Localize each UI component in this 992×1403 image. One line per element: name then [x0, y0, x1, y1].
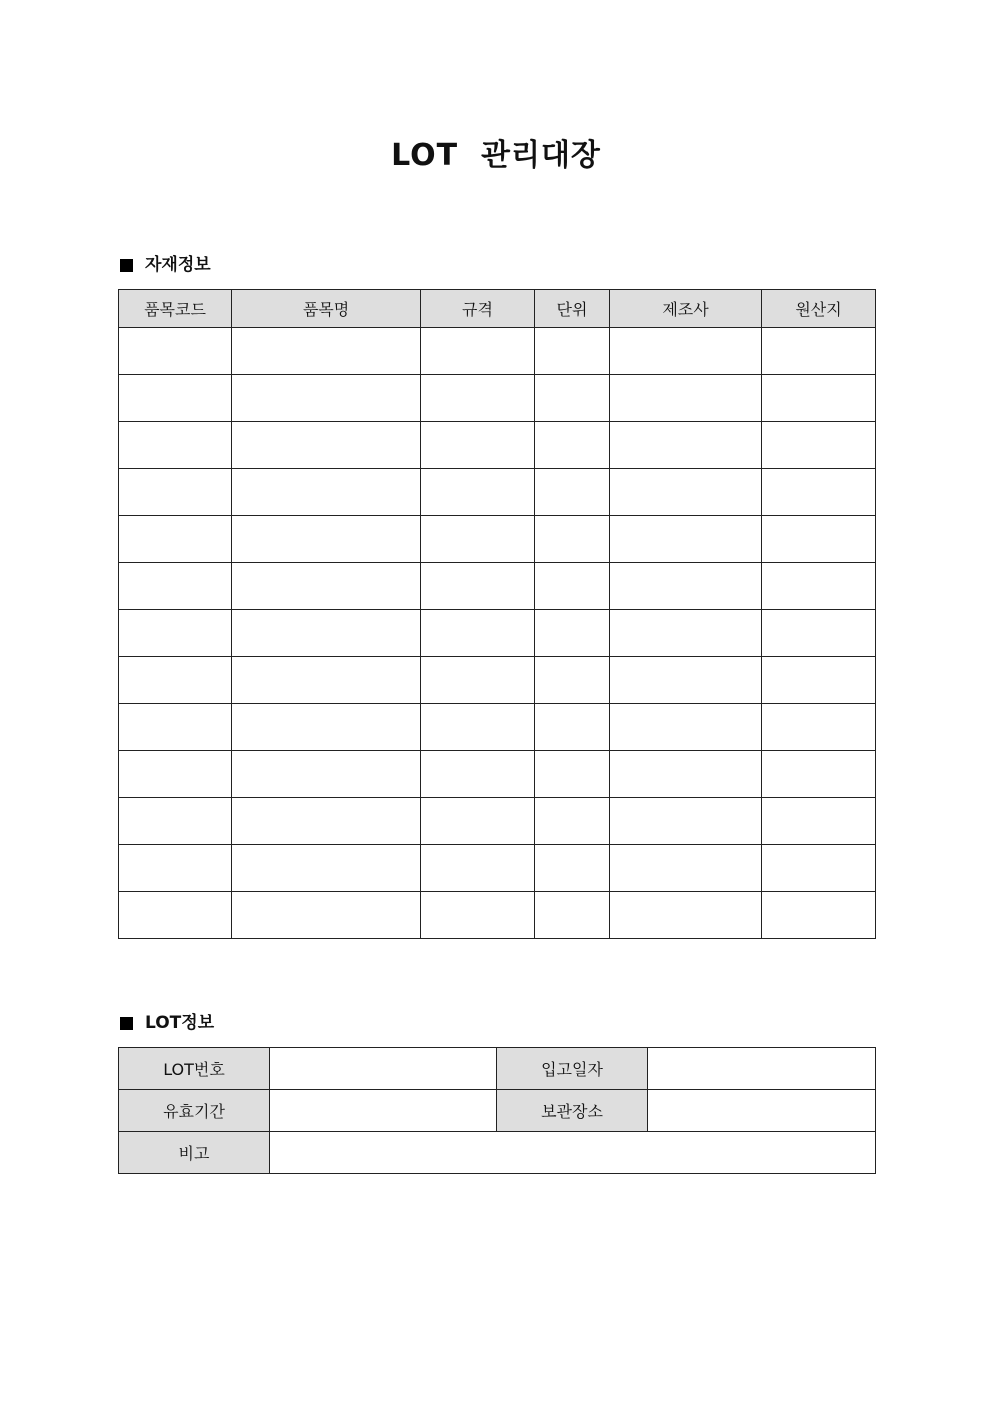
receipt-date-label: 입고일자 [497, 1048, 648, 1090]
cell-item-code[interactable] [119, 610, 232, 657]
table-row [119, 610, 876, 657]
cell-item-code[interactable] [119, 657, 232, 704]
cell-unit[interactable] [535, 610, 610, 657]
cell-item-code[interactable] [119, 375, 232, 422]
cell-unit[interactable] [535, 892, 610, 939]
cell-item-code[interactable] [119, 328, 232, 375]
cell-spec[interactable] [421, 422, 535, 469]
material-table [118, 289, 876, 939]
cell-origin[interactable] [762, 516, 876, 563]
cell-origin[interactable] [762, 845, 876, 892]
cell-manufacturer[interactable] [610, 375, 762, 422]
cell-origin[interactable] [762, 798, 876, 845]
cell-origin[interactable] [762, 469, 876, 516]
cell-unit[interactable] [535, 798, 610, 845]
cell-unit[interactable] [535, 328, 610, 375]
cell-unit[interactable] [535, 657, 610, 704]
cell-manufacturer[interactable] [610, 422, 762, 469]
column-header-item-name: 품목명 [232, 290, 421, 328]
table-row [119, 704, 876, 751]
cell-origin[interactable] [762, 892, 876, 939]
cell-origin[interactable] [762, 704, 876, 751]
remarks-field[interactable] [270, 1132, 876, 1174]
table-row [119, 516, 876, 563]
cell-spec[interactable] [421, 704, 535, 751]
cell-unit[interactable] [535, 563, 610, 610]
table-row [119, 751, 876, 798]
square-bullet-icon [120, 1017, 133, 1030]
lot-section-heading [120, 1012, 214, 1034]
expiry-label: 유효기간 [119, 1090, 270, 1132]
cell-item-name[interactable] [232, 328, 421, 375]
cell-manufacturer[interactable] [610, 845, 762, 892]
table-row [119, 328, 876, 375]
cell-item-name[interactable] [232, 610, 421, 657]
lot-section-title: LOT정보 [145, 1013, 215, 1033]
table-row [119, 563, 876, 610]
lot-number-field[interactable] [270, 1048, 497, 1090]
cell-manufacturer[interactable] [610, 328, 762, 375]
cell-spec[interactable] [421, 892, 535, 939]
table-row [119, 657, 876, 704]
cell-item-name[interactable] [232, 422, 421, 469]
lot-table [118, 1047, 876, 1174]
table-row [119, 798, 876, 845]
cell-unit[interactable] [535, 469, 610, 516]
cell-origin[interactable] [762, 328, 876, 375]
table-row [119, 375, 876, 422]
material-table-header-row [119, 290, 876, 328]
cell-spec[interactable] [421, 610, 535, 657]
cell-manufacturer[interactable] [610, 798, 762, 845]
cell-item-code[interactable] [119, 845, 232, 892]
cell-item-name[interactable] [232, 845, 421, 892]
cell-spec[interactable] [421, 375, 535, 422]
cell-manufacturer[interactable] [610, 892, 762, 939]
cell-manufacturer[interactable] [610, 469, 762, 516]
cell-unit[interactable] [535, 516, 610, 563]
cell-origin[interactable] [762, 563, 876, 610]
lot-table-row [119, 1090, 876, 1132]
cell-item-code[interactable] [119, 892, 232, 939]
cell-origin[interactable] [762, 657, 876, 704]
cell-unit[interactable] [535, 375, 610, 422]
page-title: LOT 관리대장 [391, 138, 601, 173]
cell-manufacturer[interactable] [610, 751, 762, 798]
cell-spec[interactable] [421, 469, 535, 516]
cell-item-name[interactable] [232, 516, 421, 563]
cell-origin[interactable] [762, 610, 876, 657]
cell-item-name[interactable] [232, 704, 421, 751]
cell-origin[interactable] [762, 422, 876, 469]
cell-item-name[interactable] [232, 375, 421, 422]
cell-item-name[interactable] [232, 657, 421, 704]
expiry-field[interactable] [270, 1090, 497, 1132]
lot-number-label: LOT번호 [119, 1048, 270, 1090]
cell-spec[interactable] [421, 516, 535, 563]
material-section-heading [120, 254, 211, 276]
column-header-unit: 단위 [535, 290, 610, 328]
cell-manufacturer[interactable] [610, 704, 762, 751]
cell-spec[interactable] [421, 657, 535, 704]
cell-item-code[interactable] [119, 516, 232, 563]
lot-table-row [119, 1132, 876, 1174]
cell-item-code[interactable] [119, 798, 232, 845]
column-header-manufacturer: 제조사 [610, 290, 762, 328]
cell-item-code[interactable] [119, 751, 232, 798]
column-header-item-code: 품목코드 [119, 290, 232, 328]
cell-spec[interactable] [421, 845, 535, 892]
cell-item-code[interactable] [119, 563, 232, 610]
cell-item-name[interactable] [232, 563, 421, 610]
cell-item-name[interactable] [232, 798, 421, 845]
material-section-title: 자재정보 [145, 255, 211, 275]
lot-table-row [119, 1048, 876, 1090]
cell-item-name[interactable] [232, 469, 421, 516]
cell-manufacturer[interactable] [610, 563, 762, 610]
cell-item-code[interactable] [119, 704, 232, 751]
table-row [119, 422, 876, 469]
cell-origin[interactable] [762, 751, 876, 798]
column-header-spec: 규격 [421, 290, 535, 328]
cell-spec[interactable] [421, 751, 535, 798]
table-row [119, 469, 876, 516]
cell-manufacturer[interactable] [610, 610, 762, 657]
table-row [119, 845, 876, 892]
cell-origin[interactable] [762, 375, 876, 422]
cell-spec[interactable] [421, 798, 535, 845]
receipt-date-field[interactable] [648, 1048, 876, 1090]
cell-manufacturer[interactable] [610, 657, 762, 704]
cell-item-name[interactable] [232, 751, 421, 798]
cell-spec[interactable] [421, 563, 535, 610]
cell-spec[interactable] [421, 328, 535, 375]
cell-unit[interactable] [535, 422, 610, 469]
cell-item-name[interactable] [232, 892, 421, 939]
cell-unit[interactable] [535, 704, 610, 751]
material-table-body [119, 328, 876, 939]
cell-item-code[interactable] [119, 469, 232, 516]
cell-manufacturer[interactable] [610, 516, 762, 563]
cell-unit[interactable] [535, 751, 610, 798]
storage-field[interactable] [648, 1090, 876, 1132]
table-row [119, 892, 876, 939]
cell-item-code[interactable] [119, 422, 232, 469]
cell-unit[interactable] [535, 845, 610, 892]
storage-label: 보관장소 [497, 1090, 648, 1132]
square-bullet-icon [120, 259, 133, 272]
column-header-origin: 원산지 [762, 290, 876, 328]
remarks-label: 비고 [119, 1132, 270, 1174]
